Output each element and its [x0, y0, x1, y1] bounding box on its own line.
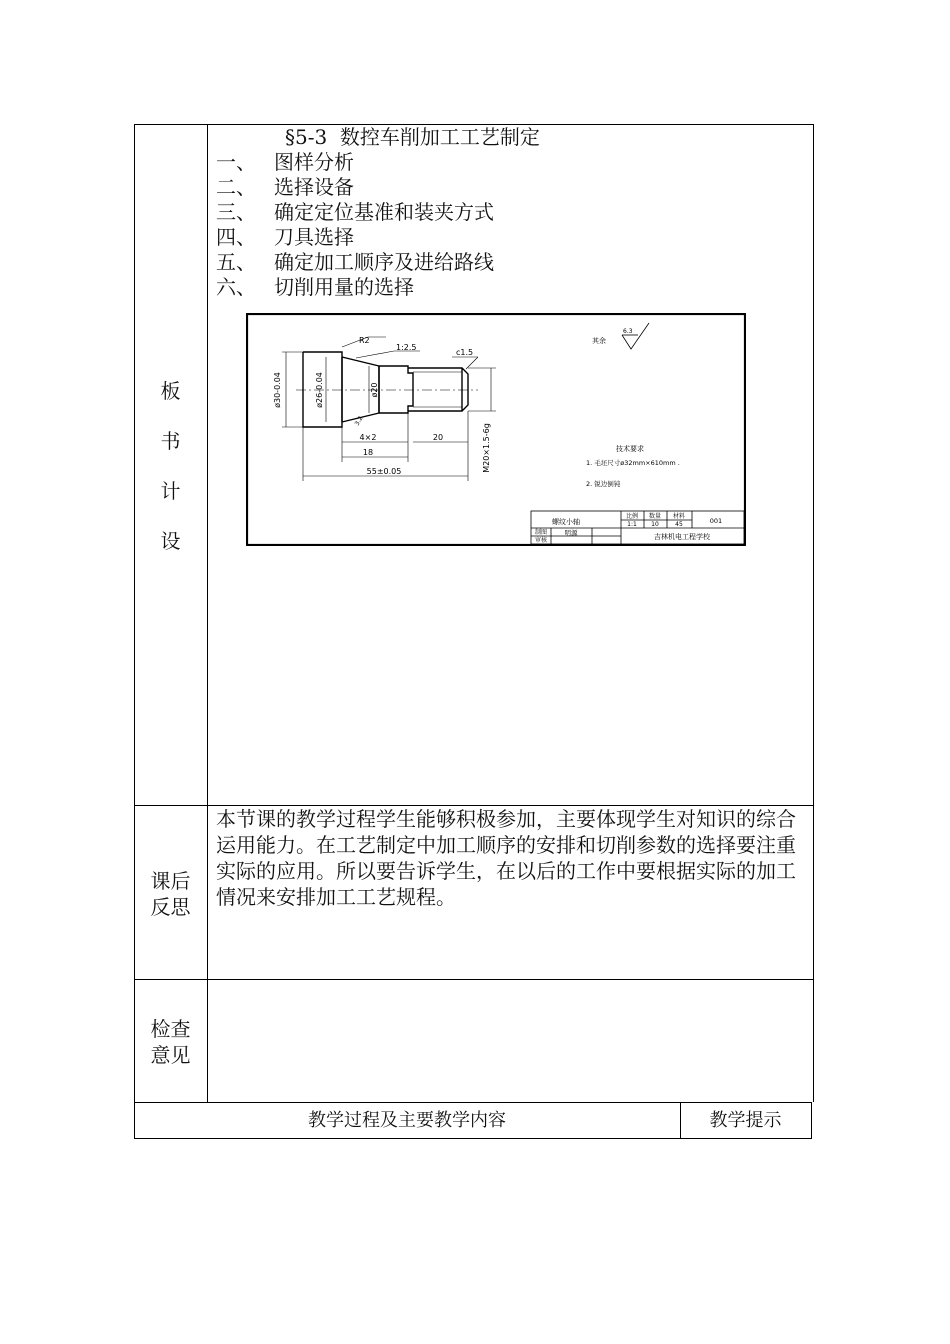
outline-text-6: 切削用量的选择 — [274, 275, 414, 299]
roughness-rest-value: 6.3 — [623, 328, 633, 335]
dim-rough: 3.2 — [353, 415, 365, 427]
part-drawing — [246, 313, 746, 546]
outline-num-1: 一、 — [216, 150, 256, 174]
table-left-border — [134, 124, 135, 1139]
footer-right-border — [811, 1102, 812, 1139]
title-checked-label: 审核 — [534, 537, 548, 544]
title-material-value: 45 — [675, 521, 683, 528]
footer-content-label: 教学过程及主要教学内容 — [308, 1110, 506, 1131]
title-drawn-label: 制图 — [534, 529, 548, 536]
drawing-frame — [247, 314, 745, 545]
outline-num-3: 三、 — [216, 200, 256, 224]
dim-d20: ø20 — [370, 382, 379, 398]
outline-num-2: 二、 — [216, 175, 256, 199]
roughness-rest-label: 其余 — [592, 337, 606, 345]
outline-text-2: 选择设备 — [274, 175, 354, 199]
table-right-border — [813, 124, 814, 1102]
title-scale-value: 1:1 — [627, 521, 637, 528]
reflection-label-line-1: 课后 — [150, 869, 191, 893]
outline-num-6: 六、 — [216, 275, 256, 299]
outline-text-4: 刀具选择 — [274, 225, 354, 249]
footer-hint-label: 教学提示 — [709, 1110, 782, 1131]
outline-text-3: 确定定位基准和装夹方式 — [274, 200, 494, 224]
dim-groove: 4×2 — [359, 433, 377, 442]
outline-num-5: 五、 — [216, 250, 256, 274]
tech-req-item-2: 2. 锐边倒钝 — [586, 480, 621, 488]
tech-req-title: 技术要求 — [616, 445, 644, 453]
roughness-symbol-icon — [622, 323, 649, 349]
reflection-label-line-2: 反思 — [150, 895, 191, 919]
section-title: §5-3 数控车削加工工艺制定 — [285, 125, 540, 149]
title-school: 吉林机电工程学校 — [654, 533, 710, 541]
board-label-char-3: 计 — [160, 479, 181, 503]
shaft-outline — [303, 352, 468, 427]
title-drawer: 明源 — [564, 529, 578, 537]
table-bottom-border — [134, 1138, 812, 1139]
title-drawing-no: 001 — [709, 517, 723, 525]
board-label-char-2: 书 — [160, 429, 181, 453]
dim-d30: ø30-0.04 — [273, 372, 282, 408]
outline-num-4: 四、 — [216, 225, 256, 249]
outline-text-5: 确定加工顺序及进给路线 — [274, 250, 494, 274]
inspection-label-line-1: 检查 — [150, 1017, 191, 1041]
title-scale-label: 比例 — [625, 513, 639, 520]
row-divider-3 — [134, 1102, 812, 1103]
tech-req-item-1: 1. 毛坯尺寸ø32mm×610mm . — [586, 459, 680, 467]
inspection-label-line-2: 意见 — [150, 1043, 191, 1067]
board-label-char-1: 板 — [160, 379, 181, 403]
title-qty-value: 10 — [651, 521, 659, 528]
dim-len20: 20 — [432, 433, 444, 442]
title-qty-label: 数量 — [648, 513, 662, 520]
dim-chamfer: c1.5 — [456, 348, 474, 357]
title-material-label: 材料 — [672, 513, 686, 520]
dim-d26: ø26-0.04 — [315, 372, 324, 408]
label-column-divider — [207, 124, 208, 1102]
reflection-text: 本节课的教学过程学生能够积极参加，主要体现学生对知识的综合运用能力。在工艺制定中加工顺序的安排和切削参数的选择要注重实际的应用。所以要告诉学生，在以后的工作中要根据实际的加工情况来安排加工工艺规程。 — [216, 807, 796, 909]
row-divider-2 — [134, 979, 814, 980]
title-part-name: 螺纹小轴 — [552, 518, 580, 526]
dim-r2: R2 — [359, 336, 370, 345]
dim-taper: 1:2.5 — [396, 343, 417, 352]
board-label-char-4: 设 — [160, 529, 181, 553]
dim-len18: 18 — [362, 448, 374, 457]
dim-len55: 55±0.05 — [366, 467, 402, 476]
outline-text-1: 图样分析 — [274, 150, 354, 174]
dim-thread: M20×1.5-6g — [482, 423, 491, 473]
